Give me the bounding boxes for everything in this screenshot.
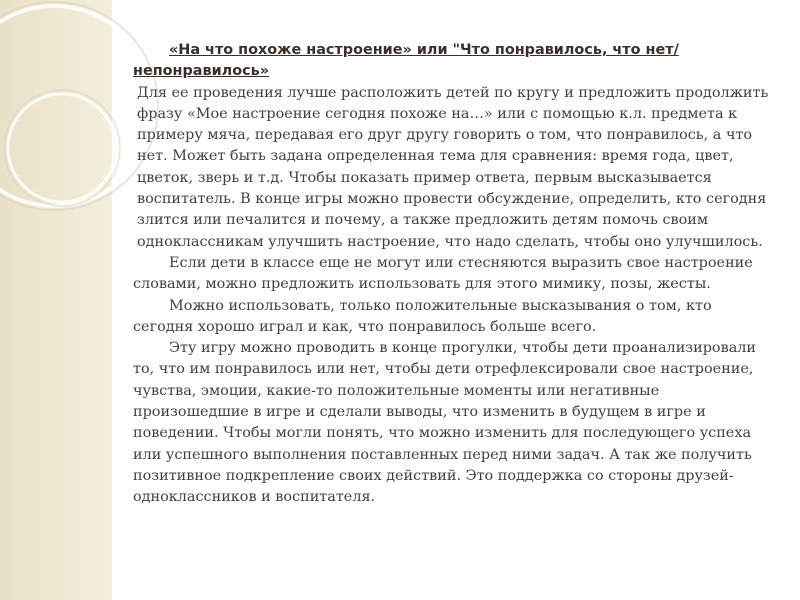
- paragraph-1: Для ее проведения лучше расположить детей по кругу и предложить продолжить фразу «Мое настроение сегодня похоже на…» или с помощью к.л. предмета к примеру мяча, передавая его друг другу говорить о том, что понравилось, а что нет. Может быть задана определенная тема для сравнения: время года, цвет, цветок, зверь и т.д. Чтобы показать пример ответа, первым высказывается воспитатель. В конце игры можно провести обсуждение, определить, кто сегодня злится или печалится и почему, а также предложить детям помочь своим одноклассникам улучшить настроение, что надо сделать, чтобы оно улучшилось.: [137, 84, 769, 250]
- slide-title: «На что похоже настроение» или "Что понравилось, что нет/непонравилось»: [133, 42, 679, 80]
- paragraph-3: Можно использовать, только положительные высказывания о том, кто сегодня хорошо играл и как, что понравилось больше всего.: [133, 297, 712, 335]
- decorative-ring-small: [8, 94, 116, 202]
- decorative-ring-shade-small: [4, 90, 120, 206]
- paragraph-4: Эту игру можно проводить в конце прогулки, чтобы дети проанализировали то, что им понравилось или нет, чтобы дети отрефлексировали свое настроение, чувства, эмоции, какие-то положительные моменты или негативные произошедшие в игре и сделали выводы, что изменить в будущем в игре и поведении. Чтобы могли понять, что можно изменить для последующего успеха или успешного выполнения поставленных перед ними задач. А так же получить позитивное подкрепление своих действий. Это поддержка со стороны друзей-одноклассников и воспитателя.: [133, 340, 757, 506]
- content-text: [133, 40, 773, 509]
- paragraph-2: Если дети в классе еще не могут или стесняются выразить свое настроение словами, можно предложить использовать для этого мимику, позы, жесты.: [133, 254, 753, 293]
